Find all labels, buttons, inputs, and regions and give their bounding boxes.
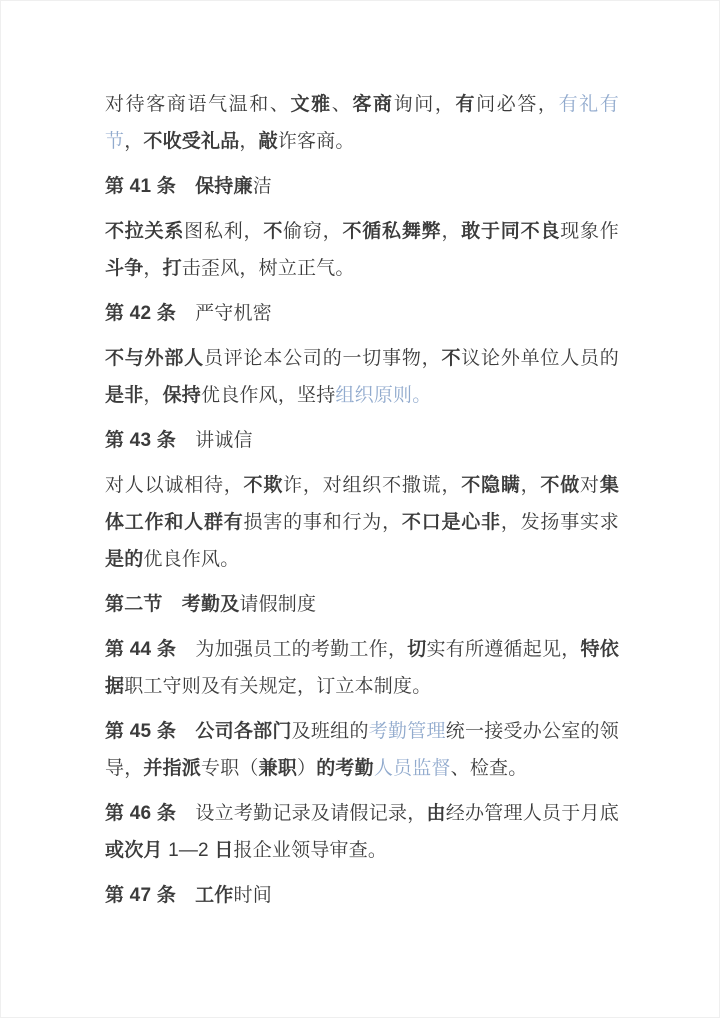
text-run: 第 46 条 — [105, 803, 177, 824]
link-text-run: 有礼有节 — [105, 94, 619, 152]
text-run: ， — [520, 475, 541, 496]
link-text-run: 人员监督 — [373, 758, 451, 779]
text-run: 并指派 — [143, 758, 202, 779]
text-run: 的考勤 — [316, 758, 374, 779]
text-run: 保持 — [162, 385, 202, 406]
text-run: 、 — [331, 94, 353, 115]
text-run: 请假制度 — [239, 594, 317, 615]
text-run: 不隐瞒 — [461, 475, 521, 496]
text-run: 客商 — [352, 94, 394, 115]
text-run: 由 — [426, 803, 446, 824]
text-run: 不欺 — [243, 475, 284, 496]
para-article-46 — [105, 795, 619, 869]
heading-section-2 — [105, 586, 619, 623]
text-run: 集体工作和人群有 — [105, 475, 620, 533]
text-run: 时间 — [233, 885, 272, 906]
text-run: 为加强员工的考勤工作， — [176, 639, 408, 660]
text-run: ， — [441, 221, 462, 242]
text-run: ， — [143, 258, 163, 279]
para-treat-customers — [105, 86, 619, 160]
text-run: 询问， — [393, 94, 456, 115]
text-run: 、检查。 — [450, 758, 528, 779]
text-run: 洁 — [252, 176, 272, 197]
text-run: 打 — [162, 258, 182, 279]
text-run: 日 — [214, 840, 234, 861]
text-run: 是非 — [105, 385, 144, 406]
text-run: 第 42 条 — [105, 303, 176, 324]
text-run: 经办管理人员于月底 — [445, 803, 619, 824]
text-run: 统一接受办公室的领导， — [105, 721, 619, 779]
text-run: 偷窃， — [283, 221, 343, 242]
text-run: ， — [239, 131, 259, 152]
text-run: 第 44 条 — [105, 639, 177, 660]
text-run: 斗争 — [105, 258, 144, 279]
text-run: 及班组的 — [291, 721, 369, 742]
link-text-run: 组织原则。 — [335, 385, 432, 406]
text-run: 特依据 — [105, 639, 620, 697]
text-run: 不循私舞弊 — [342, 221, 442, 242]
text-run: 切 — [407, 639, 427, 660]
text-run: 讲诚信 — [175, 430, 253, 451]
text-run: ） — [297, 758, 317, 779]
text-run: 问必答， — [476, 94, 559, 115]
text-run: 敢于同不良 — [461, 221, 561, 242]
text-run: 议论外单位人员的 — [461, 348, 620, 369]
text-run: 击歪风，树立正气。 — [181, 258, 355, 279]
text-run: 优良作风，坚持 — [201, 385, 336, 406]
text-run: 对人以诚相待， — [105, 475, 244, 496]
text-run: ， — [124, 131, 144, 152]
text-run: 第 47 条 工作 — [105, 885, 234, 906]
para-confidentiality — [105, 340, 619, 414]
text-run: 不拉关系 — [105, 221, 185, 242]
text-run: 职工守则及有关规定，订立本制度。 — [124, 676, 432, 697]
text-run: 专职（ — [201, 758, 259, 779]
text-run: 第 41 条 保持廉 — [105, 176, 253, 197]
text-run: 第 45 条 公司各部门 — [105, 721, 292, 742]
heading-article-42 — [105, 295, 619, 332]
text-run: 不收受礼品 — [143, 131, 240, 152]
text-run: 诈客商。 — [277, 131, 355, 152]
text-run: 图私利， — [184, 221, 264, 242]
text-run: ，发扬事实求 — [500, 512, 619, 533]
text-run: 对 — [580, 475, 600, 496]
heading-article-43 — [105, 422, 619, 459]
text-run: 员评论本公司的一切事物， — [203, 348, 442, 369]
heading-article-47 — [105, 877, 619, 914]
text-run: 不 — [441, 348, 462, 369]
text-run: 第二节 考勤及 — [105, 594, 240, 615]
text-run: 损害的事和行为， — [243, 512, 402, 533]
text-run: 实有所遵循起见， — [426, 639, 581, 660]
text-run: 第 43 条 — [105, 430, 176, 451]
text-run: 不做 — [540, 475, 581, 496]
text-run: 不 — [263, 221, 284, 242]
text-run: 1—2 — [162, 840, 215, 861]
para-article-45 — [105, 713, 619, 787]
text-run: 文雅 — [290, 94, 332, 115]
document-body — [105, 86, 619, 914]
text-run: 或次月 — [105, 840, 163, 861]
text-run: 不与外部人 — [105, 348, 204, 369]
text-run: 优良作风。 — [143, 549, 240, 570]
text-run: ， — [143, 385, 163, 406]
text-run: 现象作 — [560, 221, 619, 242]
text-run: 有 — [455, 94, 477, 115]
text-run: 不口是心非 — [401, 512, 501, 533]
para-integrity — [105, 213, 619, 287]
text-run: 设立考勤记录及请假记录， — [176, 803, 427, 824]
para-article-44 — [105, 631, 619, 705]
text-run: 兼职 — [258, 758, 298, 779]
link-text-run: 考勤管理 — [368, 721, 446, 742]
text-run: 敲 — [258, 131, 278, 152]
text-run: 诈，对组织不撒谎， — [283, 475, 462, 496]
para-honesty — [105, 467, 619, 578]
text-run: 报企业领导审查。 — [233, 840, 388, 861]
text-run: 严守机密 — [175, 303, 272, 324]
heading-article-41 — [105, 168, 619, 205]
text-run: 是的 — [105, 549, 144, 570]
text-run: 对待客商语气温和、 — [105, 94, 291, 115]
